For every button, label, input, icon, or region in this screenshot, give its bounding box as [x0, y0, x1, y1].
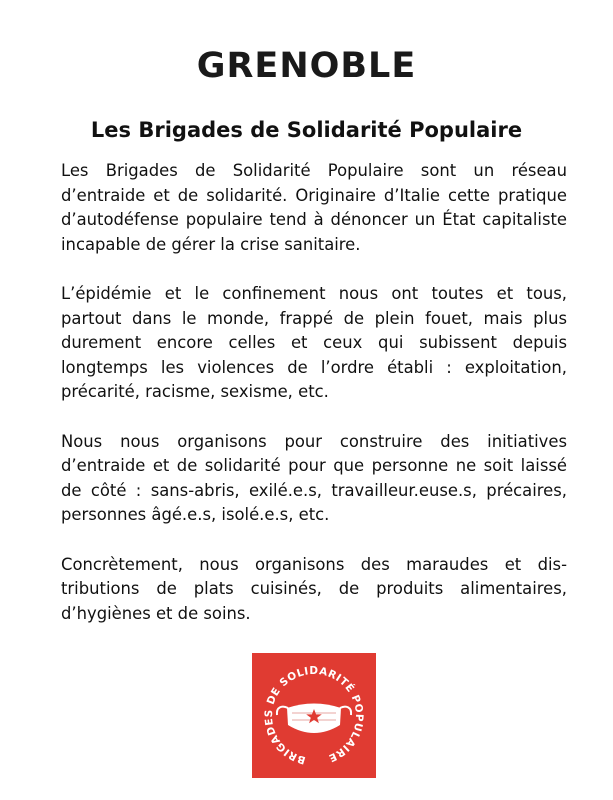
body-text — [61, 159, 567, 626]
page-title: Les Brigades de Solidarité Populaire — [90, 118, 523, 142]
city-heading: GRENOBLE — [196, 46, 417, 86]
paragraph-organisation: Nous nous organisons pour construire des initiatives d’entraide et de solidarité pour que personne ne soit laissé de côté : sans-abris, exilé.e.s, travailleur.euse.s, précaires, personnes âgé.e.s, isolé.e.s, etc. — [61, 431, 567, 525]
paragraph-epidemic: L’épidémie et le confinement nous ont toutes et tous, partout dans le monde, frappé de plein fouet, mais plus durement encore celles et ceux qui subissent depuis longtemps les violences de l’ordre établi : exploitation, précarité, racisme, sexisme, etc. — [61, 283, 567, 402]
brigades-logo — [252, 653, 376, 778]
paragraph-intro: Les Brigades de Solidarité Populaire sont un réseau d’entraide et de solidarité. Originaire d’Italie cette pratique d’autodéfense populaire tend à dénoncer un État capitaliste incapable de gérer la crise sanitaire. — [61, 161, 567, 254]
mask-star-icon — [277, 704, 351, 734]
paragraph-actions: Concrètement, nous organisons des maraudes et distributions de plats cuisinés, de produits alimentaires, d’hygiènes et de soins. — [61, 554, 567, 623]
logo-ring-text: BRIGADES DE SOLIDARITÉ POPULAIRE — [262, 664, 366, 767]
